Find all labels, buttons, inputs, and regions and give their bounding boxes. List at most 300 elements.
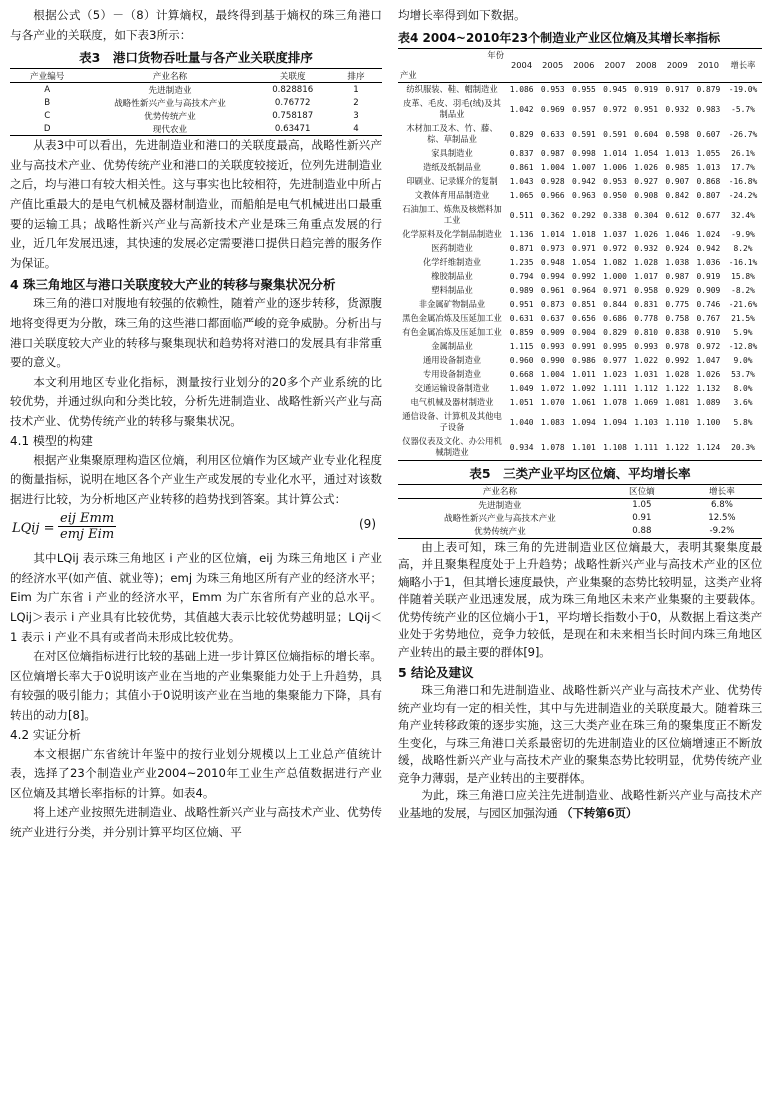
value-cell: 1.108 [603,442,627,452]
value-cell: 0.637 [540,314,565,324]
value-cell: 0.953 [540,85,565,95]
paragraph-text: 为此，珠三角港口应关注先进制造业、战略性新兴产业与高技术产业基地的发展，与园区加强沟通 [398,788,762,820]
value-cell: 0.971 [603,286,627,296]
growth-rate-cell: 26.1% [731,149,755,159]
value-cell: 0.810 [634,328,659,338]
equation-number: (9) [359,517,376,532]
value-cell: 0.924 [665,244,690,254]
table-cell: 0.88 [632,526,652,537]
growth-rate-cell: 3.6% [733,398,753,408]
growth-rate-cell: -9.9% [731,230,755,240]
value-cell: 0.963 [571,191,596,201]
value-cell: 1.046 [665,230,690,240]
growth-rate-cell: -5.7% [731,104,755,114]
corner-label-industry: 产业 [400,69,417,80]
value-cell: 1.054 [634,149,659,159]
value-cell: 0.992 [665,356,690,366]
paragraph: 均增长率得到如下数据。 [398,8,526,22]
section-heading: 5 结论及建议 [398,665,474,681]
value-cell: 0.951 [509,300,534,310]
value-cell: 0.945 [603,85,627,95]
value-cell: 0.794 [509,272,534,282]
growth-rate-cell: 8.0% [733,384,753,394]
value-cell: 1.111 [634,442,659,452]
value-cell: 0.955 [571,85,596,95]
table-cell: 优势传统产业 [474,527,526,538]
paragraph: 由上表可知，珠三角的先进制造业区位熵最大，表明其聚集度最高，并且聚集程度处于上升趋势；战略性新兴产业与高技术产业的区位熵略小于1，但其增长速度最快，产业集聚的态势比较明显，这类产业将伴随着关联产业迅速发展，成为珠三角地区未来产业集聚的主要载体。优势传统产业的区位熵小于1，平均增长指数小于0，从数据上看这类产业处于劣势地位，竞争力较低，是现在和未来相当长时间内珠三角地区产业转出的最主要的群体[9]。 [398,539,762,659]
paragraph: 在对区位熵指标进行比较的基础上进一步计算区位熵指标的增长率。区位熵增长率大于0说明该产业在当地的产业集聚能力处于上升趋势，具有较强的吸引能力；其值小于0说明该产业在当地的集聚能力下降，具有转出的动力[8]。 [10,649,382,723]
table-corner-cell [398,48,506,82]
growth-rate-cell: -8.2% [731,286,755,296]
left-column [10,6,382,843]
industry-name-cell: 橡胶制品业 [431,271,473,282]
value-cell: 1.136 [509,230,534,240]
value-cell: 0.948 [540,258,565,268]
paragraph: 其中LQij 表示珠三角地区 i 产业的区位熵，eij 为珠三角地区 i 产业的经济水平(如产值、就业等)；emj 为珠三角地区所有产业的经济水平；Eim 为广东省 i 产业的经济水平，Emm 为广东省所有产业的总水平。LQij＞表示 i 产业具有比较优势，其值越大表示比较优势越明显；LQij＜1 表示 i 产业不具有或者尚未形成比较优势。 [10,551,382,644]
value-cell: 0.837 [509,149,534,159]
table-cell: 战略性新兴产业与高技术产业 [444,514,556,525]
value-cell: 1.110 [665,417,690,427]
table-cell: 0.91 [632,513,652,524]
table-header: 产业名称 [398,484,602,498]
table-row [398,512,762,525]
industry-name-cell: 交通运输设备制造业 [414,383,490,394]
value-cell: 0.991 [571,342,596,352]
value-cell: 1.235 [509,258,534,268]
value-cell: 0.871 [509,244,534,254]
value-cell: 0.842 [665,191,690,201]
table-row [398,326,762,340]
table-cell: 2 [353,97,359,108]
value-cell: 0.927 [634,177,659,187]
value-cell: 1.115 [509,342,534,352]
value-cell: 0.838 [665,328,690,338]
industry-name-cell: 黑色金属冶炼及压延加工业 [402,313,502,324]
value-cell: 1.122 [665,384,690,394]
value-cell: 0.972 [603,244,627,254]
table-row [398,498,762,512]
value-cell: 0.964 [571,286,596,296]
table3 [10,68,382,136]
value-cell: 1.006 [603,163,627,173]
table-cell: B [44,97,51,108]
table-cell: C [44,110,51,121]
table-row [398,312,762,326]
value-cell: 1.100 [696,417,721,427]
table-row [398,435,762,461]
value-cell: 0.973 [540,244,565,254]
value-cell: 0.338 [603,210,627,220]
value-cell: 1.089 [696,398,721,408]
table-cell: 优势传统产业 [144,111,196,122]
value-cell: 0.362 [540,210,565,220]
value-cell: 0.775 [665,300,690,310]
value-cell: 0.831 [634,300,659,310]
table3-caption: 表3 港口货物吞吐量与各产业关联度排序 [79,50,313,66]
value-cell: 0.932 [665,104,690,114]
value-cell: 0.987 [540,149,565,159]
value-cell: 0.960 [509,356,534,366]
value-cell: 0.932 [634,244,659,254]
value-cell: 0.969 [540,104,565,114]
value-cell: 0.909 [696,286,721,296]
value-cell: 1.047 [696,356,721,366]
value-cell: 0.985 [665,163,690,173]
section-heading: 4 珠三角地区与港口关联度较大产业的转移与聚集状况分析 [10,277,336,293]
formula-fraction [58,511,116,542]
value-cell: 0.908 [634,191,659,201]
table-cell: 先进制造业 [478,501,522,512]
growth-rate-cell: -26.7% [728,129,758,139]
industry-name-cell: 通用设备制造业 [422,355,482,366]
table-row [398,396,762,410]
value-cell: 1.070 [540,398,565,408]
value-cell: 0.686 [603,314,627,324]
value-cell: 0.989 [509,286,534,296]
value-cell: 0.758 [665,314,690,324]
value-cell: 1.031 [634,370,659,380]
table-header-row [398,48,762,82]
table-cell: 12.5% [708,513,736,524]
industry-name-cell: 纺织服装、鞋、帽制造业 [406,84,498,95]
value-cell: 1.078 [540,442,565,452]
growth-rate-cell: 5.9% [733,328,753,338]
table-cell: 1.05 [632,500,652,511]
subsection-heading: 4.1 模型的构建 [10,433,93,448]
value-cell: 1.018 [571,230,596,240]
value-cell: 0.511 [509,210,534,220]
paragraph: 根据公式（5）－（8）计算熵权，最终得到基于熵权的珠三角港口与各产业的关联度，如下表3所示： [10,8,382,42]
value-cell: 0.598 [665,129,690,139]
year-header: 2009 [662,48,693,82]
value-cell: 1.004 [540,163,565,173]
value-cell: 1.065 [509,191,534,201]
value-cell: 0.950 [603,191,627,201]
value-cell: 1.094 [571,417,596,427]
value-cell: 1.028 [634,258,659,268]
industry-name-cell: 家具制造业 [431,148,473,159]
growth-header: 增长率 [724,48,762,82]
table-header: 排序 [330,69,382,83]
industry-name-cell: 专用设备制造业 [422,369,482,380]
industry-name-cell: 有色金属冶炼及压延加工业 [402,327,502,338]
table-row [398,228,762,242]
value-cell: 1.028 [665,370,690,380]
paragraph: 珠三角港口和先进制造业、战略性新兴产业与高技术产业、优势传统产业均有一定的相关性，其中与先进制造业的关联度最大。随着珠三角产业转移政策的逐步实施，这三大类产业在珠三角的聚集度正不断发生变化，与珠三角港口关系最密切的先进制造业的区位熵增速正不断放缓，战略性新兴产业与高技术产业的聚集态势比较明显，优势传统产业竞争力薄弱，是产业转出的主要群体。 [398,683,762,785]
value-cell: 0.972 [603,104,627,114]
value-cell: 0.859 [509,328,534,338]
value-cell: 0.767 [696,314,721,324]
year-header: 2006 [568,48,599,82]
growth-rate-cell: 15.8% [731,272,755,282]
value-cell: 0.995 [603,342,627,352]
table-row [10,109,382,122]
formula-lhs: LQij = [12,521,55,537]
value-cell: 0.909 [540,328,565,338]
growth-rate-cell: 53.7% [731,370,755,380]
value-cell: 1.043 [509,177,534,187]
table-cell: 先进制造业 [148,85,192,96]
value-cell: 1.038 [665,258,690,268]
industry-name-cell: 医药制造业 [431,243,473,254]
table-cell: 3 [353,110,359,121]
table-cell: 4 [353,123,359,134]
table-row [398,525,762,539]
value-cell: 1.004 [540,370,565,380]
value-cell: 1.132 [696,384,721,394]
industry-name-cell: 非金属矿物制品业 [418,299,486,310]
value-cell: 0.879 [696,85,721,95]
industry-name-cell: 文教体育用品制造业 [414,190,490,201]
value-cell: 0.919 [696,272,721,282]
growth-rate-cell: -19.0% [728,85,758,95]
value-cell: 1.014 [540,230,565,240]
value-cell: 0.978 [665,342,690,352]
value-cell: 0.844 [603,300,627,310]
value-cell: 0.873 [540,300,565,310]
value-cell: 0.958 [634,286,659,296]
year-header: 2005 [537,48,568,82]
table-header: 产业名称 [84,69,255,83]
year-header: 2008 [631,48,662,82]
table-cell: 现代农业 [152,124,188,135]
table-header-row [10,69,382,83]
value-cell: 1.069 [634,398,659,408]
paragraph [398,787,762,822]
value-cell: 0.983 [696,104,721,114]
value-cell: 1.112 [634,384,659,394]
value-cell: 1.054 [571,258,596,268]
value-cell: 1.007 [571,163,596,173]
value-cell: 1.026 [634,230,659,240]
table-cell: -9.2% [709,526,735,537]
value-cell: 0.917 [665,85,690,95]
industry-name-cell: 电气机械及器材制造业 [410,397,494,408]
industry-name-cell: 金属制品业 [431,341,473,352]
table-row [398,354,762,368]
paragraph: 本文根据广东省统计年鉴中的按行业划分规模以上工业总产值统计表，选择了23个制造业产业2004~2010年工业生产总值数据进行产业区位熵及其增长率指标的计算。如表4。 [10,746,382,800]
industry-name-cell: 木材加工及木、竹、藤、棕、草制品业 [406,123,498,145]
table-row [398,97,762,122]
value-cell: 0.942 [696,244,721,254]
value-cell: 0.612 [665,210,690,220]
industry-name-cell: 造纸及纸制品业 [422,162,482,173]
paragraph: 将上述产业按照先进制造业、战略性新兴产业与高技术产业、优势传统产业进行分类，并分别计算平均区位熵、平 [10,805,382,839]
industry-name-cell: 化学纤维制造业 [422,257,482,268]
value-cell: 1.026 [634,163,659,173]
value-cell: 1.111 [603,384,627,394]
table-row [398,284,762,298]
value-cell: 1.049 [509,384,534,394]
value-cell: 0.631 [509,314,534,324]
value-cell: 0.957 [571,104,596,114]
table-row [398,298,762,312]
value-cell: 0.993 [634,342,659,352]
value-cell: 0.861 [509,163,534,173]
table-header: 区位熵 [602,484,682,498]
value-cell: 1.124 [696,442,721,452]
table-row [398,410,762,435]
value-cell: 0.904 [571,328,596,338]
growth-rate-cell: -12.8% [728,342,758,352]
value-cell: 1.051 [509,398,534,408]
table-row [10,122,382,136]
table-cell: 战略性新兴产业与高技术产业 [114,98,226,109]
value-cell: 1.055 [696,149,721,159]
table-row [398,340,762,354]
value-cell: 0.972 [696,342,721,352]
value-cell: 0.986 [571,356,596,366]
value-cell: 1.011 [571,370,596,380]
value-cell: 0.929 [665,286,690,296]
industry-name-cell: 通信设备、计算机及其他电子设备 [402,411,502,433]
value-cell: 1.026 [696,370,721,380]
table5 [398,484,762,539]
growth-rate-cell: 8.2% [733,244,753,254]
table-row [398,382,762,396]
formula-numerator: eij Emm [60,511,115,527]
value-cell: 0.951 [634,104,659,114]
industry-name-cell: 石油加工、炼焦及核燃料加工业 [402,204,502,226]
industry-name-cell: 皮革、毛皮、羽毛(绒)及其制品业 [403,98,501,120]
value-cell: 1.042 [509,104,534,114]
value-cell: 0.942 [571,177,596,187]
value-cell: 1.013 [696,163,721,173]
table-cell: D [43,123,51,134]
value-cell: 1.103 [634,417,659,427]
value-cell: 0.668 [509,370,534,380]
table5-caption: 表5 三类产业平均区位熵、平均增长率 [469,465,691,481]
paragraph: 珠三角的港口对腹地有较强的依赖性，随着产业的逐步转移，货源腹地将变得更为分散，珠三角的这些港口都面临严峻的竞争威胁。分析出与港口关联度较大产业的转移与聚集现状和趋势将对港口的发展具有非常重要的意义。 [10,296,382,370]
subsection-heading: 4.2 实证分析 [10,727,81,742]
table-cell: 1 [353,84,359,95]
table-row [398,175,762,189]
growth-rate-cell: -24.2% [728,191,758,201]
paragraph: 本文利用地区专业化指标，测量按行业划分的20多个产业系统的比较优势，并通过纵向和分类比较，分析先进制造业、战略性新兴产业与高技术产业、优势传统产业的转移与聚集状况。 [10,374,382,428]
value-cell: 0.907 [665,177,690,187]
year-header: 2010 [693,48,724,82]
paragraph: 从表3中可以看出，先进制造业和港口的关联度最高，战略性新兴产业与高技术产业、优势传统产业和港口的关联度较接近，位列先进制造业之后，均与港口有较大相关性。这与事实也比较相符，先进制造业中所占产值比重最大的是电气机械及器材制造业，而船舶是电气机械进出口最重要的运输工具；战略性新兴产业与高新技术产业是珠三角重点发展的行业，近几年发展迅速，其快速的发展必定需要港口提供日趋完善的服务作为保证。 [10,138,382,270]
value-cell: 0.591 [603,129,627,139]
table4-caption: 表4 2004~2010年23个制造业产业区位熵及其增长率指标 [398,30,721,45]
value-cell: 0.604 [634,129,659,139]
value-cell: 0.778 [634,314,659,324]
value-cell: 1.092 [571,384,596,394]
value-cell: 0.807 [696,191,721,201]
paragraph: 根据产业集聚原理构造区位熵，利用区位熵作为区域产业专业化程度的衡量指标，说明在地区各个产业生产或发展的专业化水平，通过对该数据进行比较，为分析地区产业转移的趋势找到答案。其计算公式： [10,452,382,506]
table-row [398,368,762,382]
value-cell: 0.966 [540,191,565,201]
value-cell: 0.829 [509,129,534,139]
value-cell: 0.591 [571,129,596,139]
value-cell: 1.022 [634,356,659,366]
value-cell: 1.036 [696,258,721,268]
value-cell: 0.746 [696,300,721,310]
growth-rate-cell: -16.1% [728,258,758,268]
growth-rate-cell: 5.8% [733,417,753,427]
industry-name-cell: 塑料制品业 [431,285,473,296]
table4-body [398,82,762,460]
table-header: 产业编号 [10,69,84,83]
value-cell: 0.934 [509,442,534,452]
value-cell: 1.086 [509,85,534,95]
growth-rate-cell: 20.3% [731,442,755,452]
industry-name-cell: 化学原料及化学制品制造业 [402,229,502,240]
continuation-note: （下转第6页） [561,805,638,820]
value-cell: 0.851 [571,300,596,310]
value-cell: 0.990 [540,356,565,366]
value-cell: 0.607 [696,129,721,139]
table-cell: A [44,84,51,95]
table-row [398,242,762,256]
value-cell: 1.101 [571,442,596,452]
industry-name-cell: 仪器仪表及文化、办公用机械制造业 [402,436,502,458]
value-cell: 1.078 [603,398,627,408]
growth-rate-cell: 32.4% [731,210,755,220]
table-cell: 6.8% [711,500,733,511]
value-cell: 1.061 [571,398,596,408]
value-cell: 0.292 [571,210,596,220]
value-cell: 1.023 [603,370,627,380]
value-cell: 0.910 [696,328,721,338]
value-cell: 0.998 [571,149,596,159]
value-cell: 1.081 [665,398,690,408]
formula [10,509,382,549]
value-cell: 1.122 [665,442,690,452]
table-row [398,189,762,203]
value-cell: 0.868 [696,177,721,187]
value-cell: 0.971 [571,244,596,254]
growth-rate-cell: 21.5% [731,314,755,324]
table-row [398,147,762,161]
value-cell: 1.014 [603,149,627,159]
value-cell: 0.994 [540,272,565,282]
value-cell: 0.961 [540,286,565,296]
growth-rate-cell: 17.7% [731,163,755,173]
value-cell: 0.677 [696,210,721,220]
table-cell: 0.828816 [272,84,314,95]
value-cell: 0.928 [540,177,565,187]
value-cell: 0.656 [571,314,596,324]
table-cell: 0.758187 [272,110,314,121]
year-header: 2007 [599,48,630,82]
table-header: 关联度 [256,69,330,83]
value-cell: 0.992 [571,272,596,282]
table-row [398,122,762,147]
value-cell: 1.040 [509,417,534,427]
value-cell: 0.304 [634,210,659,220]
value-cell: 1.024 [696,230,721,240]
value-cell: 1.094 [603,417,627,427]
value-cell: 0.829 [603,328,627,338]
table-header-row [398,484,762,498]
value-cell: 1.072 [540,384,565,394]
table-row [398,203,762,228]
value-cell: 1.083 [540,417,565,427]
table4 [398,48,762,461]
table-cell: 0.63471 [274,123,311,134]
growth-rate-cell: -16.8% [728,177,758,187]
table-row [10,83,382,97]
value-cell: 1.013 [665,149,690,159]
growth-rate-cell: 9.0% [733,356,753,366]
value-cell: 1.000 [603,272,627,282]
table-row [398,256,762,270]
value-cell: 0.919 [634,85,659,95]
value-cell: 0.993 [540,342,565,352]
year-header: 2004 [506,48,537,82]
formula-denominator: emj Eim [60,527,115,543]
